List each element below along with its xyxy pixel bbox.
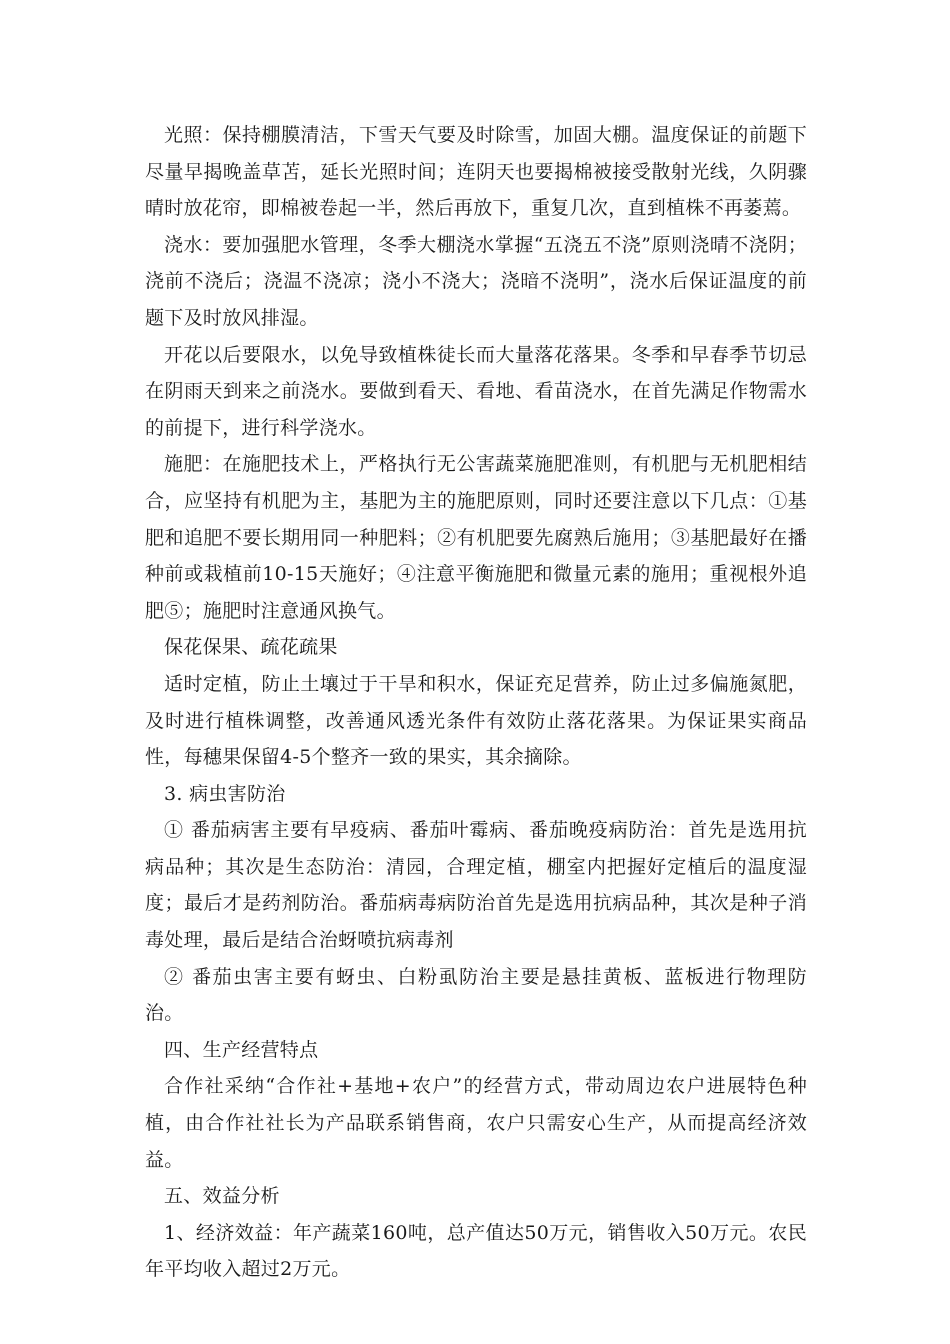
paragraph-economic: 1、经济效益：年产蔬菜160吨，总产值达50万元，销售收入50万元。农民年平均收入超过2万元。 [145, 1221, 807, 1281]
paragraph-fertilizing: 施肥：在施肥技术上，严格执行无公害蔬菜施肥准则，有机肥与无机肥相结合，应坚持有机肥为主，基肥为主的施肥原则，同时还要注意以下几点：①基肥和追肥不要长期用同一种肥料；②有机肥要先腐熟后施用；③基肥最好在播种前或栽植前10-15天施好；④注意平衡施肥和微量元素的施用；重视根外追肥⑤；施肥时注意通风换气。 [145, 453, 807, 622]
document-body [145, 117, 807, 1288]
paragraph-section-4: 合作社采纳“合作社+基地+农户”的经营方式，带动周边农户进展特色种植，由合作社社长为产品联系销售商，农户只需安心生产，从而提高经济效益。 [145, 1075, 807, 1171]
paragraph-watering: 浇水：要加强肥水管理，冬季大棚浇水掌握“五浇五不浇”原则浇晴不浇阴；浇前不浇后；浇温不浇凉；浇小不浇大；浇暗不浇明”，浇水后保证温度的前题下及时放风排湿。 [145, 233, 807, 329]
paragraph-disease: ① 番茄病害主要有早疫病、番茄叶霉病、番茄晚疫病防治：首先是选用抗病品种；其次是生态防治：清园，合理定植，棚室内把握好定植后的温度湿度；最后才是药剂防治。番茄病毒病防治首先是选用抗病品种，其次是种子消毒处理，最后是结合治蚜喷抗病毒剂 [145, 819, 807, 952]
heading-section-4: 四、生产经营特点 [164, 1038, 319, 1061]
heading-pest-control: 3. 病虫害防治 [164, 782, 286, 805]
heading-flower-fruit: 保花保果、疏花疏果 [164, 636, 338, 659]
paragraph-pests: ② 番茄虫害主要有蚜虫、白粉虱防治主要是悬挂黄板、蓝板进行物理防治。 [145, 965, 807, 1025]
paragraph-light: 光照：保持棚膜清洁，下雪天气要及时除雪，加固大棚。温度保证的前题下尽量早揭晚盖草苫，延长光照时间；连阴天也要揭棉被接受散射光线，久阴骤晴时放花帘，即棉被卷起一半，然后再放下，重复几次，直到植株不再萎蔫。 [145, 124, 807, 220]
heading-section-5: 五、效益分析 [164, 1185, 280, 1208]
paragraph-flower-fruit: 适时定植，防止土壤过于干旱和积水，保证充足营养，防止过多偏施氮肥，及时进行植株调整，改善通风透光条件有效防止落花落果。为保证果实商品性，每穗果保留4-5个整齐一致的果实，其余摘除。 [145, 672, 807, 769]
paragraph-flowering-water: 开花以后要限水，以免导致植株徒长而大量落花落果。冬季和早春季节切忌在阴雨天到来之前浇水。要做到看天、看地、看苗浇水，在首先满足作物需水的前提下，进行科学浇水。 [145, 343, 807, 439]
